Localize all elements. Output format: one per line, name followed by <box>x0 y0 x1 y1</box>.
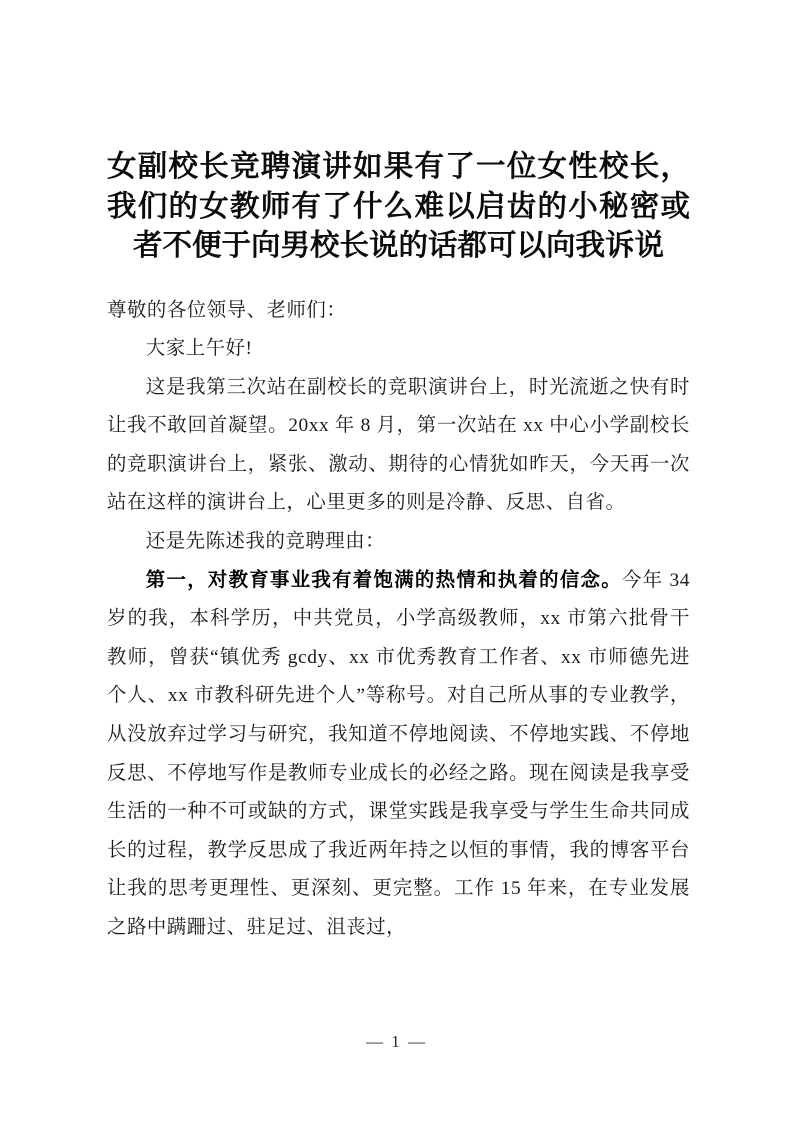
paragraph-greeting: 大家上午好! <box>145 338 253 360</box>
paragraph-salutation: 尊敬的各位领导、老师们： <box>107 299 347 321</box>
document-body <box>107 292 690 948</box>
document-content-column <box>107 0 690 948</box>
paragraph-intro: 这是我第三次站在副校长的竞职演讲台上，时光流逝之快有时让我不敢回首凝望。20xx 年 8 月，第一次站在 xx 中心小学副校长的竞职演讲台上，紧张、激动、期待的心情犹如昨天，今天再一次站在这样的演讲台上，心里更多的则是冷静、反思、自省。 <box>107 376 690 514</box>
paragraph-reasons-lead: 还是先陈述我的竞聘理由： <box>145 531 386 553</box>
page-title: 女副校长竞聘演讲如果有了一位女性校长，我们的女教师有了什么难以启齿的小秘密或者不便于向男校长说的话都可以向我诉说 <box>107 149 690 262</box>
paragraph-point-one-body: 今年 34 岁的我，本科学历，中共党员，小学高级教师，xx 市第六批骨干教师，曾获“镇优秀 gcdy、xx 市优秀教育工作者、xx 市师德先进个人、xx 市教科研先进个人”等称号。对自己所从事的专业教学，从没放弃过学习与研究，我知道不停地阅读、不停地实践、不停地反思、不停地写作是教师专业成长的必经之路。现在阅读是我享受生活的一种不可或缺的方式，课堂实践是我享受与学生生命共同成长的过程，教学反思成了我近两年持之以恒的事情，我的博客平台让我的思考更理性、更深刻、更完整。工作 15 年来，在专业发展之路中蹒跚过、驻足过、沮丧过， <box>107 569 690 938</box>
page-number-footer: — 1 — <box>366 1032 427 1051</box>
paragraph-point-one-bold-lead: 第一，对教育事业我有着饱满的热情和执着的信念。 <box>145 569 622 591</box>
paragraph-point-one <box>107 562 690 948</box>
